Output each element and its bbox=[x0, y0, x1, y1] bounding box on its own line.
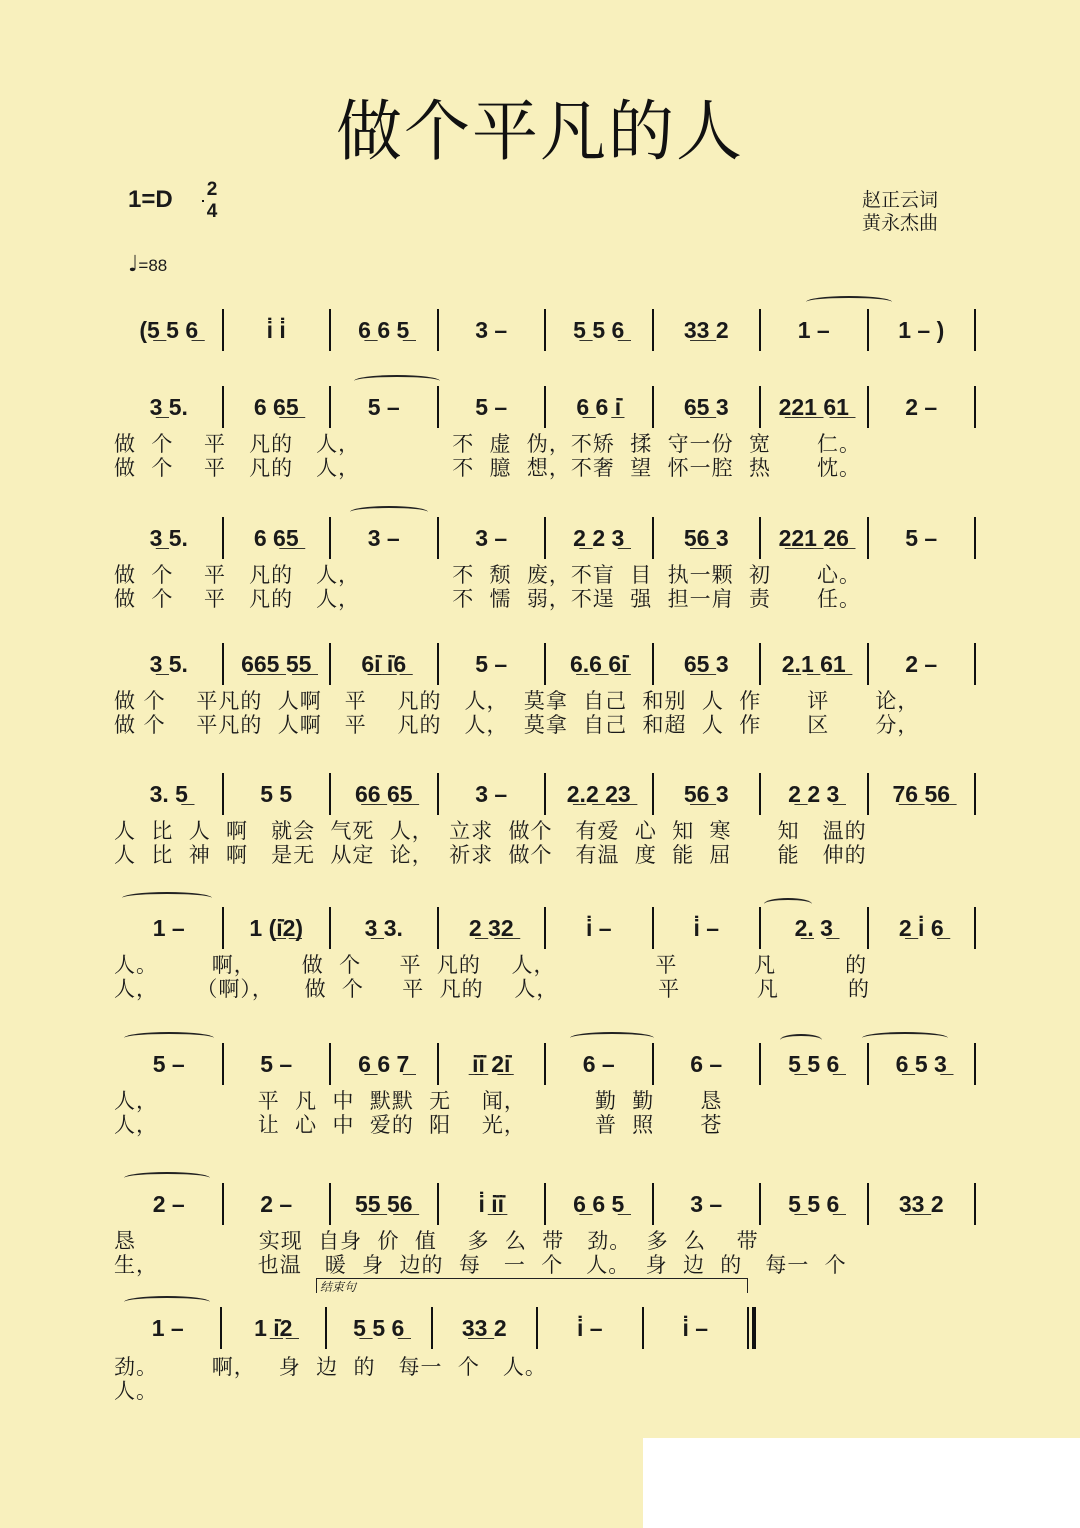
measure-notes: 5 5 bbox=[260, 780, 293, 807]
measure-notes: 5 – bbox=[152, 1050, 185, 1077]
measure-notes: 6̲6̲ 6̲5̲ bbox=[354, 780, 413, 807]
barline bbox=[974, 386, 976, 428]
measure-notes: 5̲ 5 6̲ bbox=[353, 1314, 405, 1341]
measure bbox=[222, 1315, 326, 1342]
measure bbox=[439, 1051, 545, 1078]
measure-notes: 3 – bbox=[367, 524, 400, 551]
measure-notes: i̇ – bbox=[576, 1314, 603, 1341]
measure bbox=[439, 651, 545, 678]
measure bbox=[439, 781, 545, 808]
measure-notes: 1 – bbox=[151, 1314, 184, 1341]
measure bbox=[654, 651, 760, 678]
page-corner bbox=[643, 1438, 1080, 1528]
measure-notes: 6̲i̲̇ i̲̇6̲ bbox=[361, 650, 407, 677]
measure-notes: i̇ – bbox=[693, 914, 720, 941]
barline bbox=[974, 773, 976, 815]
lyrics-verse-2: 做 个 平凡的 人啊 平 凡的 人， 莫拿 自己 和超 人 作 区 分， bbox=[114, 713, 920, 737]
measure bbox=[654, 915, 760, 942]
measure-notes: 2 – bbox=[260, 1190, 293, 1217]
measure bbox=[654, 394, 760, 421]
measure bbox=[224, 525, 330, 552]
measure bbox=[116, 1191, 222, 1218]
lyrics-verse-1: 人。 啊， 做 个 平 凡的 人， 平 凡 的 bbox=[114, 953, 868, 977]
notation-row bbox=[116, 904, 976, 952]
tempo-value: =88 bbox=[138, 256, 168, 275]
tie-arc bbox=[806, 296, 892, 308]
measure-notes: i̇ i̇ bbox=[266, 316, 286, 343]
measure-notes: 6̲6̲5̲ 5̲5̲ bbox=[241, 650, 312, 677]
measure-notes: 2̲ 2 3̲ bbox=[573, 524, 625, 551]
lyrics-verse-1: 劲。 啊， 身 边 的 每一 个 人。 bbox=[114, 1355, 547, 1379]
measure bbox=[224, 915, 330, 942]
measure-notes: 6̲ 6 i̲̇ bbox=[576, 393, 622, 420]
measure bbox=[654, 781, 760, 808]
measure bbox=[546, 525, 652, 552]
measure-notes: 1 – bbox=[152, 914, 185, 941]
measure-notes: 2̲2̲1̲ 2̲6̲ bbox=[778, 524, 849, 551]
measure-notes: 6̲ 6 5̲ bbox=[358, 316, 410, 343]
measure-notes: 5 – bbox=[475, 650, 508, 677]
measure-notes: i̇ i̲̇i̲̇ bbox=[478, 1190, 505, 1217]
composer: 黄永杰曲 bbox=[862, 212, 939, 234]
measure bbox=[761, 915, 867, 942]
measure bbox=[331, 317, 437, 344]
measure bbox=[327, 1315, 431, 1342]
measure-notes: 3 – bbox=[475, 780, 508, 807]
measure bbox=[224, 1051, 330, 1078]
measure bbox=[439, 525, 545, 552]
lyrics-verse-2: 做 个 平 凡的 人， 不 臆 想，不奢 望 怀一腔 热 忱。 bbox=[114, 456, 862, 480]
notation-row bbox=[116, 770, 976, 818]
measure bbox=[761, 394, 867, 421]
measure-notes: 6̲5̲ 3 bbox=[683, 393, 729, 420]
lyrics-verse-1: 做 个 平 凡的 人， 不 虚 伪，不矫 揉 守一份 宽 仁。 bbox=[114, 432, 862, 456]
time-signature bbox=[202, 181, 222, 221]
measure-notes: 2̲2̲1̲ 6̲1̲ bbox=[778, 393, 849, 420]
measure-notes: 2̲ 3̲2̲ bbox=[468, 914, 514, 941]
measure-notes: 5̲ 5 6̲ bbox=[788, 1190, 840, 1217]
measure-notes: 2̲ 2 3̲ bbox=[788, 780, 840, 807]
lyrics-verse-2: 人。 bbox=[114, 1379, 158, 1403]
measure-notes: 1 – bbox=[797, 316, 830, 343]
lyrics-verse-1: 做 个 平 凡的 人， 不 颓 废，不盲 目 执一颗 初 心。 bbox=[114, 563, 862, 587]
measure-notes: (5̲ 5 6̲ bbox=[139, 316, 199, 343]
measure-notes: 3̲ 5. bbox=[149, 650, 188, 677]
measure-notes: 2 – bbox=[152, 1190, 185, 1217]
quarter-note-icon: ♩ bbox=[128, 252, 139, 277]
measure-notes: 5̲ 5 6̲ bbox=[788, 1050, 840, 1077]
final-barline bbox=[747, 1307, 756, 1349]
tie-arc bbox=[354, 375, 440, 387]
measure-notes: 3̲3̲ 2 bbox=[461, 1314, 507, 1341]
measure-notes: 2̲ i̇ 6̲ bbox=[898, 914, 944, 941]
measure bbox=[331, 915, 437, 942]
tie-arc bbox=[570, 1032, 654, 1044]
measure-notes: 6̲ 6 7̲ bbox=[358, 1050, 410, 1077]
measure-notes: i̲̇i̲̇ 2̲i̲̇ bbox=[472, 1050, 511, 1077]
measure bbox=[761, 525, 867, 552]
measure bbox=[439, 1191, 545, 1218]
measure bbox=[546, 317, 652, 344]
ending-bracket bbox=[316, 1278, 748, 1293]
measure-notes: 5̲6̲ 3 bbox=[683, 780, 729, 807]
measure bbox=[869, 1051, 975, 1078]
measure bbox=[224, 781, 330, 808]
barline bbox=[974, 1183, 976, 1225]
key-signature: 1=D bbox=[128, 186, 173, 213]
measure-notes: 5 – bbox=[260, 1050, 293, 1077]
lyrics-verse-2: 人， （啊）， 做 个 平 凡的 人， 平 凡 的 bbox=[114, 977, 870, 1001]
measure-notes: 5 – bbox=[475, 393, 508, 420]
measure bbox=[224, 651, 330, 678]
measure-notes: 6̲.6̲ 6̲i̲̇ bbox=[569, 650, 628, 677]
measure-notes: 3 – bbox=[475, 316, 508, 343]
measure-notes: 6̲5̲ 3 bbox=[683, 650, 729, 677]
measure-notes: 6̲ 5 3̲ bbox=[895, 1050, 947, 1077]
tempo-mark bbox=[128, 252, 167, 277]
measure bbox=[224, 1191, 330, 1218]
tie-arc bbox=[122, 892, 212, 904]
measure bbox=[654, 317, 760, 344]
song-title: 做个平凡的人 bbox=[336, 93, 744, 170]
time-sig-top: 2 bbox=[206, 179, 218, 200]
measure bbox=[869, 394, 975, 421]
measure bbox=[331, 781, 437, 808]
measure bbox=[546, 781, 652, 808]
measure bbox=[761, 1191, 867, 1218]
barline bbox=[974, 517, 976, 559]
measure bbox=[761, 317, 867, 344]
measure-notes: 6 6̲5̲ bbox=[253, 393, 299, 420]
tie-arc bbox=[124, 1172, 210, 1184]
notation-row bbox=[116, 1304, 756, 1352]
lyrics-verse-2: 生， 也温 暖 身 边的 每 一 个 人。 身 边 的 每一 个 bbox=[114, 1253, 847, 1277]
measure-notes: 2 – bbox=[905, 393, 938, 420]
measure-notes: i̇ – bbox=[682, 1314, 709, 1341]
measure-notes: 3̲ 5. bbox=[149, 524, 188, 551]
measure-notes: 6̲ 6 5̲ bbox=[573, 1190, 625, 1217]
ending-label: 结束句 bbox=[320, 1280, 357, 1294]
measure-notes: 5 – bbox=[367, 393, 400, 420]
tie-arc bbox=[350, 506, 428, 518]
measure bbox=[439, 317, 545, 344]
measure bbox=[116, 1315, 220, 1342]
measure-notes: 3̲ 3. bbox=[364, 914, 403, 941]
measure-notes: 6 – bbox=[690, 1050, 723, 1077]
measure bbox=[331, 394, 437, 421]
measure bbox=[869, 915, 975, 942]
credits bbox=[862, 189, 938, 235]
measure bbox=[224, 394, 330, 421]
measure-notes: 3̲3̲ 2 bbox=[898, 1190, 944, 1217]
measure bbox=[869, 525, 975, 552]
measure bbox=[116, 781, 222, 808]
measure-notes: 3̲3̲ 2 bbox=[683, 316, 729, 343]
measure bbox=[546, 1191, 652, 1218]
measure bbox=[116, 915, 222, 942]
notation-row bbox=[116, 1040, 976, 1088]
lyrics-verse-2: 做 个 平 凡的 人， 不 懦 弱，不逞 强 担一肩 责 任。 bbox=[114, 587, 862, 611]
measure bbox=[869, 651, 975, 678]
measure-notes: 5̲6̲ 3 bbox=[683, 524, 729, 551]
measure bbox=[116, 317, 222, 344]
measure bbox=[331, 1051, 437, 1078]
measure bbox=[761, 781, 867, 808]
measure bbox=[546, 394, 652, 421]
measure bbox=[869, 781, 975, 808]
barline bbox=[974, 643, 976, 685]
tie-arc bbox=[764, 898, 812, 910]
measure-notes: 6 – bbox=[582, 1050, 615, 1077]
measure-notes: 3̲ 5. bbox=[149, 393, 188, 420]
measure-notes: 2̲.1̲ 6̲1̲ bbox=[781, 650, 846, 677]
measure-notes: 2̲.2̲ 2̲3̲ bbox=[566, 780, 631, 807]
time-sig-bottom: 4 bbox=[206, 201, 218, 222]
measure bbox=[331, 525, 437, 552]
notation-row bbox=[116, 1180, 976, 1228]
measure-notes: 5̲ 5 6̲ bbox=[573, 316, 625, 343]
measure bbox=[116, 394, 222, 421]
measure bbox=[116, 525, 222, 552]
measure bbox=[224, 317, 330, 344]
measure-notes: 3. 5̲ bbox=[149, 780, 188, 807]
measure bbox=[546, 651, 652, 678]
measure bbox=[654, 1191, 760, 1218]
tie-arc bbox=[780, 1034, 822, 1046]
notation-row bbox=[116, 514, 976, 562]
measure-notes: 6 6̲5̲ bbox=[253, 524, 299, 551]
measure bbox=[116, 1051, 222, 1078]
tie-arc bbox=[862, 1032, 948, 1044]
lyrics-verse-2: 人 比 神 啊 是无 从定 论， 祈求 做个 有温 度 能 屈 能 伸的 bbox=[114, 843, 867, 867]
measure-notes: 7̲6̲ 5̲6̲ bbox=[892, 780, 951, 807]
measure bbox=[331, 651, 437, 678]
barline bbox=[974, 1043, 976, 1085]
notation-row bbox=[116, 383, 976, 431]
measure-notes: 1 (i̲̇2̲) bbox=[249, 914, 304, 941]
measure-notes: 2 – bbox=[905, 650, 938, 677]
measure bbox=[761, 651, 867, 678]
measure bbox=[439, 915, 545, 942]
measure bbox=[116, 651, 222, 678]
measure bbox=[546, 1051, 652, 1078]
lyrics-verse-1: 做 个 平凡的 人啊 平 凡的 人， 莫拿 自己 和别 人 作 评 论， bbox=[114, 689, 920, 713]
measure-notes: 3 – bbox=[690, 1190, 723, 1217]
measure bbox=[761, 1051, 867, 1078]
tie-arc bbox=[124, 1296, 210, 1308]
lyrics-verse-2: 人， 让 心 中 爱的 阳 光， 普 照 苍 bbox=[114, 1113, 723, 1137]
measure bbox=[546, 915, 652, 942]
barline bbox=[974, 309, 976, 351]
lyrics-verse-1: 恳 实现 自身 价 值 多 么 带 劲。 多 么 带 bbox=[114, 1229, 759, 1253]
measure-notes: 5 – bbox=[905, 524, 938, 551]
lyrics-verse-1: 人， 平 凡 中 默默 无 闻， 勤 勤 恳 bbox=[114, 1089, 723, 1113]
barline bbox=[974, 907, 976, 949]
measure-notes: 3 – bbox=[475, 524, 508, 551]
measure-notes: 1 – ) bbox=[898, 316, 945, 343]
measure bbox=[331, 1191, 437, 1218]
measure bbox=[869, 317, 975, 344]
measure bbox=[644, 1315, 748, 1342]
lyrics-verse-1: 人 比 人 啊 就会 气死 人， 立求 做个 有爱 心 知 寒 知 温的 bbox=[114, 819, 867, 843]
measure-notes: i̇ – bbox=[585, 914, 612, 941]
notation-row bbox=[116, 640, 976, 688]
measure bbox=[654, 525, 760, 552]
notation-row bbox=[116, 306, 976, 354]
measure-notes: 1 i̲̇2̲ bbox=[254, 1314, 293, 1341]
measure-notes: 5̲5̲ 5̲6̲ bbox=[354, 1190, 413, 1217]
measure bbox=[538, 1315, 642, 1342]
lyricist: 赵正云词 bbox=[862, 189, 939, 211]
measure bbox=[869, 1191, 975, 1218]
measure bbox=[654, 1051, 760, 1078]
measure bbox=[439, 394, 545, 421]
tie-arc bbox=[124, 1032, 214, 1044]
measure bbox=[433, 1315, 537, 1342]
measure-notes: 2̲. 3̲ bbox=[794, 914, 833, 941]
